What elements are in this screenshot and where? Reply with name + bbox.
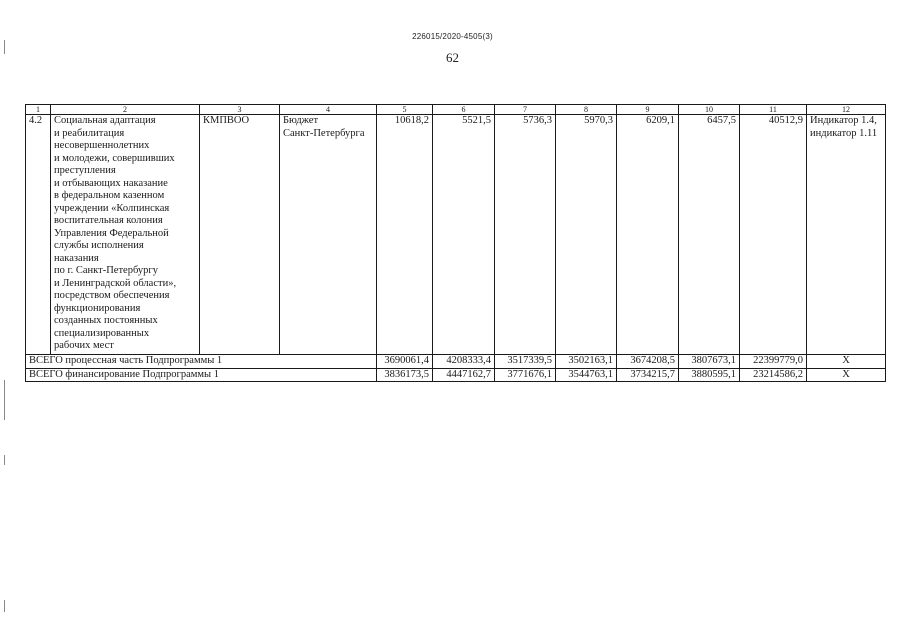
column-number: 7 <box>495 105 556 115</box>
value-cell: 6209,1 <box>617 115 679 355</box>
table-row <box>26 115 886 355</box>
total-mark: X <box>807 355 886 369</box>
column-number: 4 <box>280 105 377 115</box>
total-label: ВСЕГО финансирование Подпрограммы 1 <box>26 368 377 382</box>
value-cell: 10618,2 <box>377 115 433 355</box>
total-value: 3674208,5 <box>617 355 679 369</box>
activity-name: Социальная адаптация и реабилитация несовершеннолетних и молодежи, совершивших преступления и отбывающих наказание в федеральном казенном учреждении «Колпинская воспитательная колония Управления Федеральной службы исполнения наказания по г. Санкт-Петербургу и Ленинградской области», посредством обеспечения функционирования созданных постоянных специализированных рабочих мест <box>51 115 200 355</box>
scan-edge-mark <box>4 380 5 420</box>
total-value: 3544763,1 <box>556 368 617 382</box>
total-mark: X <box>807 368 886 382</box>
column-number: 6 <box>433 105 495 115</box>
value-cell: 5736,3 <box>495 115 556 355</box>
value-cell: 40512,9 <box>740 115 807 355</box>
column-number: 5 <box>377 105 433 115</box>
scan-edge-mark <box>4 455 5 465</box>
total-label: ВСЕГО процессная часть Подпрограммы 1 <box>26 355 377 369</box>
column-number: 9 <box>617 105 679 115</box>
executor-cell: КМПВОО <box>200 115 280 355</box>
column-number: 3 <box>200 105 280 115</box>
total-value: 3502163,1 <box>556 355 617 369</box>
total-value: 3880595,1 <box>679 368 740 382</box>
column-number: 10 <box>679 105 740 115</box>
total-row-process <box>26 355 886 369</box>
column-number-row <box>26 105 886 115</box>
value-cell: 5970,3 <box>556 115 617 355</box>
row-number: 4.2 <box>26 115 51 355</box>
document-code: 226015/2020-4505(3) <box>412 32 493 41</box>
scan-edge-mark <box>4 600 5 612</box>
scan-edge-mark <box>4 40 5 54</box>
total-row-financing <box>26 368 886 382</box>
column-number: 8 <box>556 105 617 115</box>
total-value: 3517339,5 <box>495 355 556 369</box>
column-number: 2 <box>51 105 200 115</box>
total-value: 3836173,5 <box>377 368 433 382</box>
column-number: 11 <box>740 105 807 115</box>
total-value: 4208333,4 <box>433 355 495 369</box>
column-number: 1 <box>26 105 51 115</box>
indicator-cell: Индикатор 1.4, индикатор 1.11 <box>807 115 886 355</box>
total-value: 3807673,1 <box>679 355 740 369</box>
column-number: 12 <box>807 105 886 115</box>
total-value: 3734215,7 <box>617 368 679 382</box>
funding-source: Бюджет Санкт-Петербурга <box>280 115 377 355</box>
total-value: 3771676,1 <box>495 368 556 382</box>
total-value: 22399779,0 <box>740 355 807 369</box>
total-value: 3690061,4 <box>377 355 433 369</box>
value-cell: 6457,5 <box>679 115 740 355</box>
page-number: 62 <box>446 50 459 65</box>
total-value: 23214586,2 <box>740 368 807 382</box>
total-value: 4447162,7 <box>433 368 495 382</box>
budget-table <box>25 104 886 382</box>
value-cell: 5521,5 <box>433 115 495 355</box>
